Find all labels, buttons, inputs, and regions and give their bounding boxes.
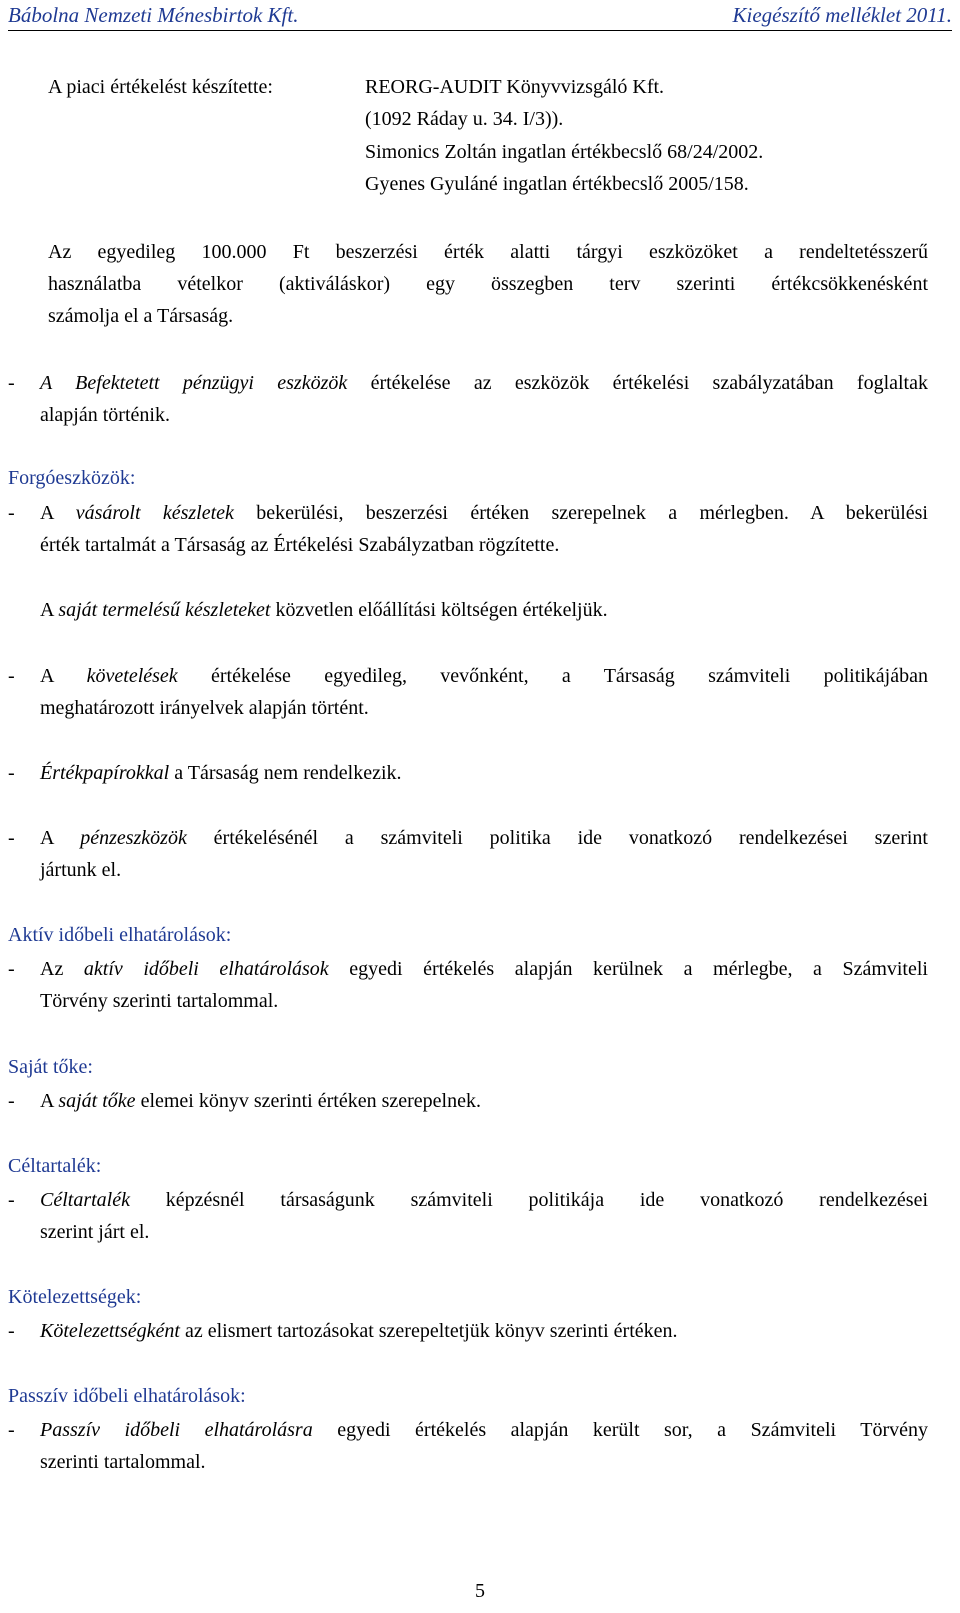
cash-line-1: A pénzeszközök értékelésénél a számviteli politika ide vonatkozó rendelkezései szerint — [40, 827, 928, 849]
equity-heading: Saját tőke: — [8, 1056, 93, 1078]
current-assets-heading: Forgóeszközök: — [8, 467, 136, 489]
own-production-term: saját termelésű készleteket — [58, 599, 271, 621]
liabilities-line: Kötelezettségként az elismert tartozásokat szerepeltetjük könyv szerinti értéken. — [40, 1320, 678, 1342]
provisions-dash: - — [8, 1189, 15, 1211]
securities-dash: - — [8, 762, 15, 784]
receivables-line-1: A követelések értékelése egyedileg, vevőnként, a Társaság számviteli politikájában — [40, 665, 928, 687]
inventory-paragraph — [40, 497, 928, 561]
small-assets-line-1: Az egyedileg 100.000 Ft beszerzési érték alatti tárgyi eszközöket a rendeltetésszerű — [48, 241, 928, 263]
inventory-line-2: érték tartalmát a Társaság az Értékelési Szabályzatban rögzítette. — [40, 534, 560, 556]
accrued-assets-line-1: Az aktív időbeli elhatárolások egyedi értékelés alapján kerülnek a mérlegbe, a Számviteli — [40, 958, 928, 980]
liabilities-heading: Kötelezettségek: — [8, 1286, 142, 1308]
provisions-paragraph — [40, 1184, 928, 1248]
own-production-line: A saját termelésű készleteket közvetlen előállítási költségen értékeljük. — [40, 599, 608, 621]
provisions-line-2: szerint járt el. — [40, 1221, 150, 1243]
equity-line: A saját tőke elemei könyv szerinti értéken szerepelnek. — [40, 1090, 481, 1112]
small-assets-paragraph — [48, 236, 928, 332]
accrued-assets-dash: - — [8, 958, 15, 980]
securities-term: Értékpapírokkal — [40, 762, 170, 784]
inventory-dash: - — [8, 502, 15, 524]
header-document-title: Kiegészítő melléklet 2011. — [732, 3, 952, 27]
appraisal-line-3: Simonics Zoltán ingatlan értékbecslő 68/24/2002. — [365, 141, 764, 163]
cash-paragraph — [40, 822, 928, 886]
accrued-liabilities-dash: - — [8, 1419, 15, 1441]
appraisal-line-4: Gyenes Gyuláné ingatlan értékbecslő 2005/158. — [365, 173, 749, 195]
page-number: 5 — [475, 1580, 485, 1602]
receivables-term: követelések — [86, 665, 178, 687]
liabilities-term: Kötelezettségként — [40, 1320, 180, 1342]
provisions-line-1: Céltartalék képzésnél társaságunk számviteli politikája ide vonatkozó rendelkezései — [40, 1189, 928, 1211]
receivables-dash: - — [8, 665, 15, 687]
accrued-assets-term: aktív időbeli elhatárolások — [83, 958, 329, 980]
accrued-assets-line-2: Törvény szerinti tartalommal. — [40, 990, 279, 1012]
receivables-paragraph — [40, 660, 928, 724]
inventory-term: vásárolt készletek — [75, 502, 234, 524]
appraisal-line-2: (1092 Ráday u. 34. I/3)). — [365, 108, 564, 130]
financial-assets-line-2: alapján történik. — [40, 404, 170, 426]
receivables-line-2: meghatározott irányelvek alapján történt. — [40, 697, 369, 719]
cash-line-2: jártunk el. — [40, 859, 122, 881]
appraisal-line-1: REORG-AUDIT Könyvvizsgáló Kft. — [365, 76, 665, 98]
provisions-heading: Céltartalék: — [8, 1155, 102, 1177]
small-assets-line-2: használatba vételkor (aktiváláskor) egy összegben terv szerinti értékcsökkenésként — [48, 273, 928, 295]
header-company: Bábolna Nemzeti Ménesbirtok Kft. — [8, 3, 299, 27]
small-assets-line-3: számolja el a Társaság. — [48, 305, 234, 327]
provisions-term: Céltartalék — [40, 1189, 130, 1211]
appraisal-label: A piaci értékelést készítette: — [48, 76, 273, 98]
accrued-liabilities-paragraph — [40, 1414, 928, 1478]
page-header — [8, 0, 952, 31]
inventory-line-1: A vásárolt készletek bekerülési, beszerzési értéken szerepelnek a mérlegben. A bekerülési — [40, 502, 928, 524]
accrued-liabilities-line-2: szerinti tartalommal. — [40, 1451, 206, 1473]
equity-term: saját tőke — [58, 1090, 136, 1112]
financial-assets-dash: - — [8, 372, 15, 394]
securities-line: Értékpapírokkal a Társaság nem rendelkezik. — [40, 762, 402, 784]
accrued-assets-heading: Aktív időbeli elhatárolások: — [8, 924, 232, 946]
cash-dash: - — [8, 827, 15, 849]
cash-term: pénzeszközök — [80, 827, 187, 849]
accrued-liabilities-term: Passzív időbeli elhatárolásra — [40, 1419, 313, 1441]
liabilities-dash: - — [8, 1320, 15, 1342]
financial-assets-paragraph — [40, 367, 928, 431]
equity-dash: - — [8, 1090, 15, 1112]
accrued-assets-paragraph — [40, 953, 928, 1017]
financial-assets-term: A Befektetett pénzügyi eszközök — [40, 372, 348, 394]
financial-assets-line-1: A Befektetett pénzügyi eszközök értékelése az eszközök értékelési szabályzatában foglaltak — [40, 372, 928, 394]
accrued-liabilities-heading: Passzív időbeli elhatárolások: — [8, 1385, 246, 1407]
accrued-liabilities-line-1: Passzív időbeli elhatárolásra egyedi értékelés alapján került sor, a Számviteli Törvény — [40, 1419, 928, 1441]
